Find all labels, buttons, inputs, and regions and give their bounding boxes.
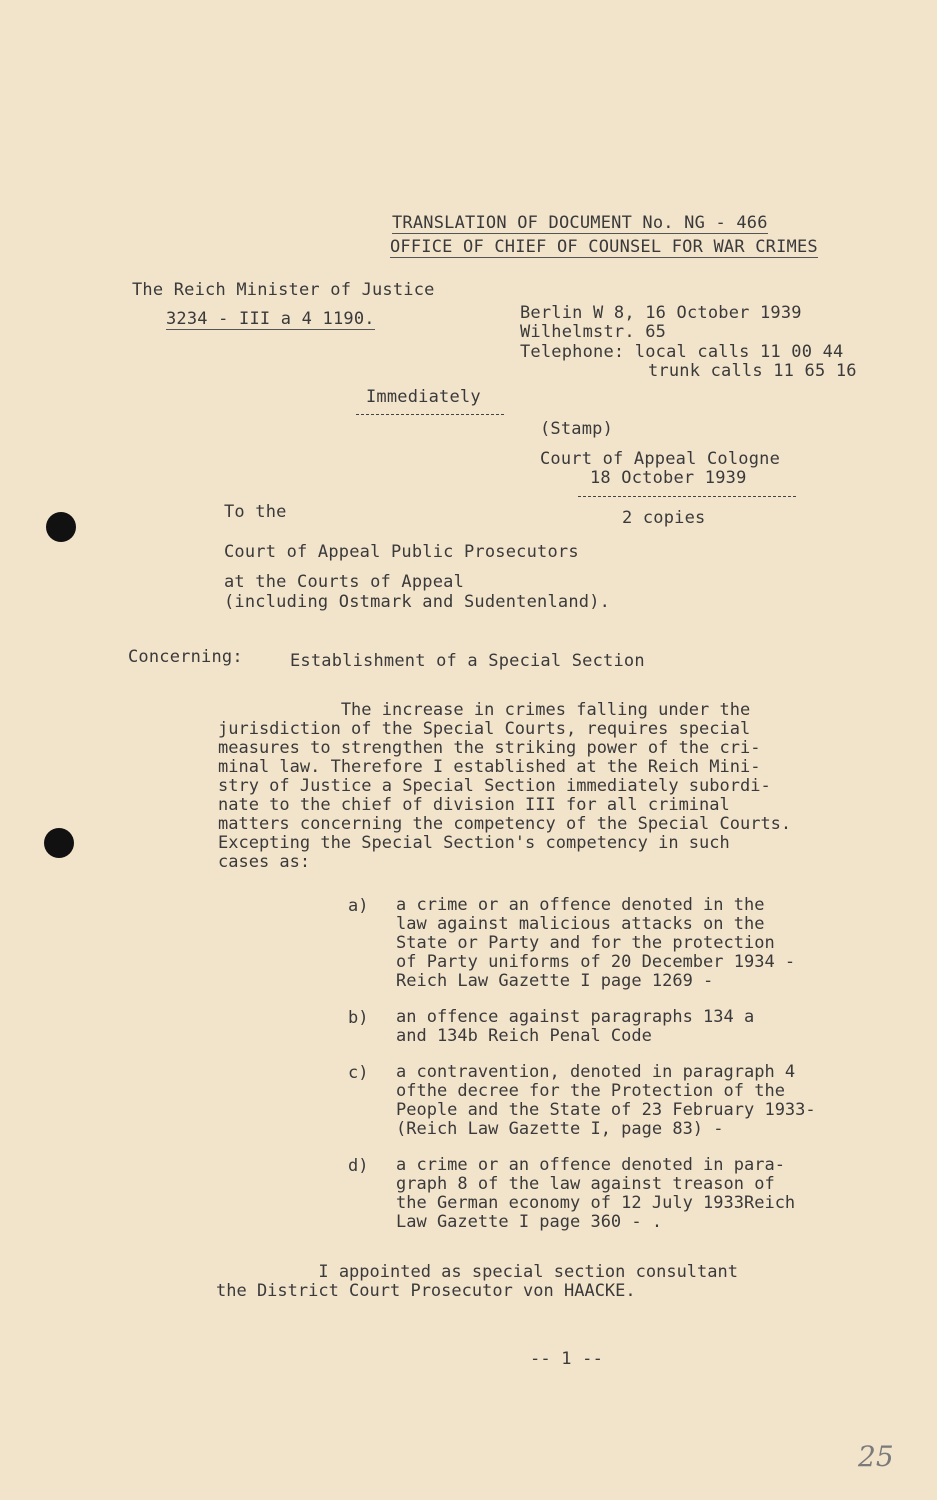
list-item — [348, 1156, 816, 1232]
telephone-trunk: trunk calls 11 65 16 — [648, 361, 857, 381]
subject-text: Establishment of a Special Section — [290, 651, 645, 671]
recipient-line-3: (including Ostmark and Sudentenland). — [224, 592, 611, 612]
urgency-underline — [356, 414, 504, 415]
recipient-line-1: Court of Appeal Public Prosecutors — [224, 542, 579, 562]
body-paragraph: The increase in crimes falling under the jurisdiction of the Special Courts, requires special measures to strengthen the striking power of the cri- minal law. Therefore I established at the Reich Mini- stry of Justice a Special Section immediately subordi- nate to the chief of division III for all criminal matters concerning the competency of the Special Courts. Excepting the Special Section's competency in such cases as: — [218, 700, 792, 872]
item-label: b) — [348, 1008, 369, 1028]
list-item — [348, 1063, 816, 1139]
office-header: OFFICE OF CHIEF OF COUNSEL FOR WAR CRIMES — [390, 237, 818, 257]
telephone-local: Telephone: local calls 11 00 44 — [520, 342, 844, 362]
stamp-court: Court of Appeal Cologne — [540, 449, 781, 469]
urgency-label: Immediately — [366, 387, 481, 407]
subject-label: Concerning: — [128, 647, 243, 667]
item-text: a crime or an offence denoted in the law against malicious attacks on the State or Party and for the protection of Party uniforms of 20 December 1934 - Reich Law Gazette I page 1269 - — [396, 895, 796, 991]
item-text: an offence against paragraphs 134 a and 134b Reich Penal Code — [396, 1007, 755, 1046]
list-item — [348, 896, 816, 991]
punch-hole-bottom — [44, 828, 74, 858]
translation-header: TRANSLATION OF DOCUMENT No. NG - 466 — [392, 213, 768, 233]
item-label: a) — [348, 896, 369, 916]
exceptions-list — [348, 896, 816, 1249]
sender-title: The Reich Minister of Justice — [132, 280, 435, 300]
item-text: a contravention, denoted in paragraph 4 ofthe decree for the Protection of the People and the State of 23 February 1933- (Reich Law Gazette I, page 83) - — [396, 1062, 816, 1139]
recipient-line-2: at the Courts of Appeal — [224, 572, 465, 592]
stamp-date: 18 October 1939 — [590, 468, 747, 488]
punch-hole-top — [46, 512, 76, 542]
page-number: -- 1 -- — [530, 1349, 604, 1369]
handwritten-page-number: 25 — [858, 1440, 894, 1473]
address-line-2: Wilhelmstr. 65 — [520, 322, 667, 342]
list-item — [348, 1008, 816, 1046]
closing-paragraph: I appointed as special section consultant the District Court Prosecutor von HAACKE. — [216, 1262, 738, 1301]
reference-number: 3234 - III a 4 1190. — [166, 309, 375, 329]
stamp-underline — [578, 496, 796, 497]
address-line-1: Berlin W 8, 16 October 1939 — [520, 303, 802, 323]
item-text: a crime or an offence denoted in para- graph 8 of the law against treason of the German economy of 12 July 1933Reich Law Gazette I page 360 - . — [396, 1155, 796, 1232]
recipient-to: To the — [224, 502, 287, 522]
stamp-copies: 2 copies — [622, 508, 706, 528]
stamp-label: (Stamp) — [540, 419, 614, 439]
item-label: c) — [348, 1063, 369, 1083]
item-label: d) — [348, 1156, 369, 1176]
